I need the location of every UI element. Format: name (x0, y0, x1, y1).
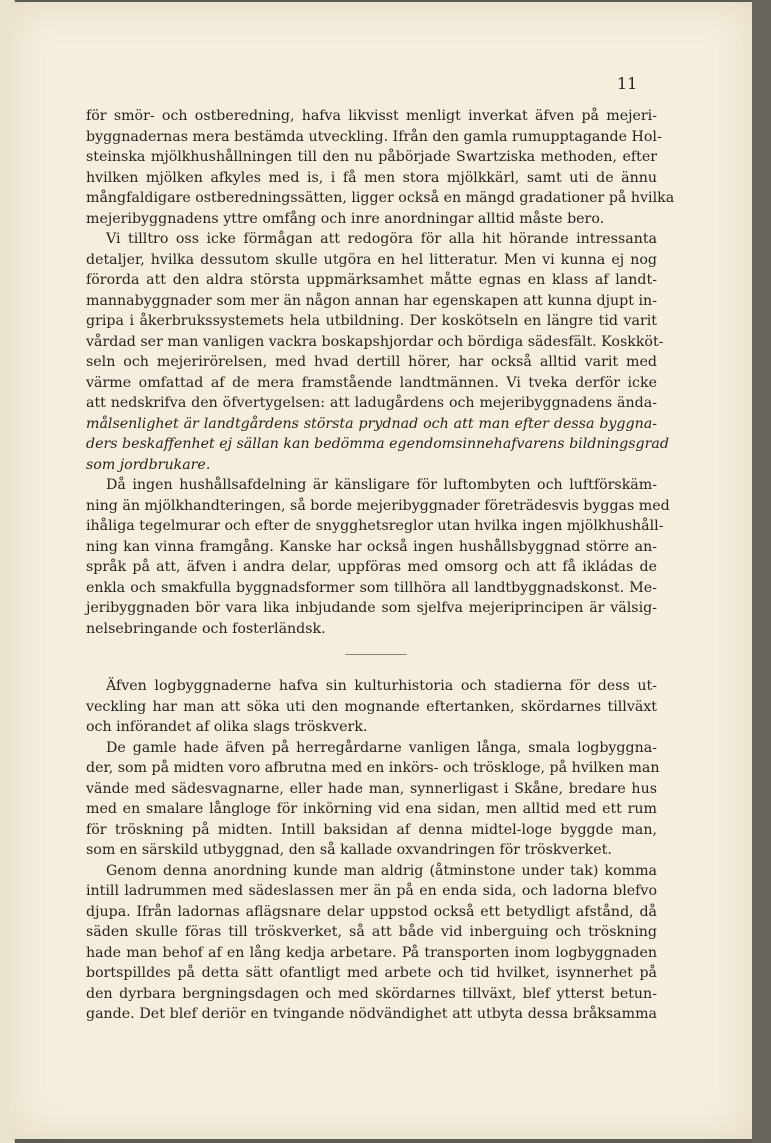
text-line: Genom denna anordning kunde man aldrig (åtminstone under tak) komma (106, 862, 657, 879)
text-line: hade man behof af en lång kedja arbetare. På transporten inom logbyggnaden (86, 944, 657, 961)
text-line: vände med sädesvagnarne, eller hade man, synnerligast i Skåne, bredare hus (86, 780, 657, 797)
text-line: enkla och smakfulla byggnadsformer som tillhöra all landtbyggnadskonst. Me- (86, 579, 657, 596)
text-line: Äfven logbyggnaderne hafva sin kulturhistoria och stadierna för dess ut- (106, 678, 657, 694)
text-line: Vi tilltro oss icke förmågan att redogöra för alla hit hörande intressanta (106, 231, 657, 247)
page-edge (752, 0, 771, 1143)
text-line: mejeribyggnadens yttre omfång och inre anordningar alltid måste bero. (86, 210, 605, 227)
text-line: gripa i åkerbrukssystemets hela utbildning. Der koskötseln en längre tid varit (86, 313, 657, 329)
text-line: ning än mjölkhandteringen, så borde mejeribyggnader företrädesvis byggas med (86, 497, 670, 514)
text-line: jeribyggnaden bör vara lika inbjudande som sjelfva mejeriprincipen är välsig- (86, 600, 657, 616)
text-line: bortspilldes på detta sätt ofantligt med arbete och tid hvilket, isynnerhet på (86, 965, 657, 981)
text-line: byggnadernas mera bestämda utveckling. Ifrån den gamla rumupptagande Hol- (86, 128, 662, 145)
text-line: språk på att, äfven i andra delar, uppföras med omsorg och att få ikládas de (86, 559, 657, 575)
text-line: intill ladrummen med sädeslassen mer än på en enda sida, och ladorna blefvo (86, 883, 657, 899)
text-line: seln och mejerirörelsen, med hvad dertill hörer, har också alltid varit med (86, 354, 657, 370)
body-text-part2 (86, 676, 660, 1025)
text-line: målsenlighet är landtgårdens största prydnad och att man efter dessa byggna- (86, 415, 657, 432)
text-line: förorda att den aldra största uppmärksamhet måtte egnas en klass af landt- (86, 272, 657, 288)
text-line: ihåliga tegelmurar och efter de snygghetsreglor utan hvilka ingen mjölkhushåll- (86, 518, 664, 534)
text-line: att nedskrifva den öfvertygelsen: att ladugårdens och mejeribyggnadens ända- (86, 395, 657, 411)
section-divider (345, 654, 407, 655)
text-line: med en smalare långloge för inkörning vid ena sidan, men alltid med ett rum (86, 801, 657, 817)
text-line: steinska mjölkhushållningen till den nu påbörjade Swartziska methoden, efter (86, 149, 657, 165)
text-line: för tröskning på midten. Intill baksidan af denna midtel-loge byggde man, (86, 821, 657, 838)
text-line: gande. Det blef deriör en tvingande nödvändighet att utbyta dessa bråksamma (86, 1006, 657, 1022)
text-line: för smör- och ostberedning, hafva likvisst menligt inverkat äfven på mejeri- (86, 108, 657, 124)
text-line: ders beskaffenhet ej sällan kan bedömma egendomsinnehafvarens bildningsgrad (86, 436, 669, 452)
text-line: som jordbrukare. (86, 456, 211, 473)
text-line: detaljer, hvilka dessutom skulle utgöra en hel litteratur. Men vi kunna ej nog (86, 251, 657, 268)
text-line: mångfaldigare ostberedningssätten, ligger också en mängd gradationer på hvilka (86, 190, 675, 206)
text-line: ning kan vinna framgång. Kanske har också ingen hushållsbyggnad större an- (86, 538, 657, 555)
text-line: och införandet af olika slags tröskverk. (86, 719, 368, 735)
text-line: djupa. Ifrån ladornas aflägsnare delar uppstod också ett betydligt afstånd, då (86, 903, 657, 920)
text-line: vårdad ser man vanligen vackra boskapshjordar och bördiga sädesfält. Koskköt- (86, 333, 664, 350)
text-line: nelsebringande och fosterländsk. (86, 620, 326, 637)
text-line: De gamle hade äfven på herregårdarne vanligen långa, smala logbyggna- (106, 739, 657, 756)
body-text-part1 (86, 106, 675, 639)
text-line: hvilken mjölken afkyles med is, i få men stora mjölkkärl, samt uti de ännu (86, 169, 657, 186)
text-line: der, som på midten voro afbrutna med en inkörs- och tröskloge, på hvilken man (86, 760, 660, 776)
text-line: som en särskild utbyggnad, den så kallade oxvandringen för tröskverket. (86, 842, 612, 858)
text-line: den dyrbara bergningsdagen och med skördarnes tillväxt, blef ytterst betun- (86, 985, 657, 1002)
text-line: säden skulle föras till tröskverket, så att både vid inberguing och tröskning (86, 924, 657, 940)
text-line: veckling har man att söka uti den mognande eftertanken, skördarnes tillväxt (86, 698, 657, 715)
text-line: värme omfattad af de mera framstående landtmännen. Vi tveka derför icke (86, 374, 657, 391)
text-line: mannabyggnader som mer än någon annan har egenskapen att kunna djupt in- (86, 292, 657, 309)
page-number: 11 (617, 74, 638, 93)
text-line: Då ingen hushållsafdelning är känsligare för luftombyten och luftförskäm- (106, 477, 657, 493)
